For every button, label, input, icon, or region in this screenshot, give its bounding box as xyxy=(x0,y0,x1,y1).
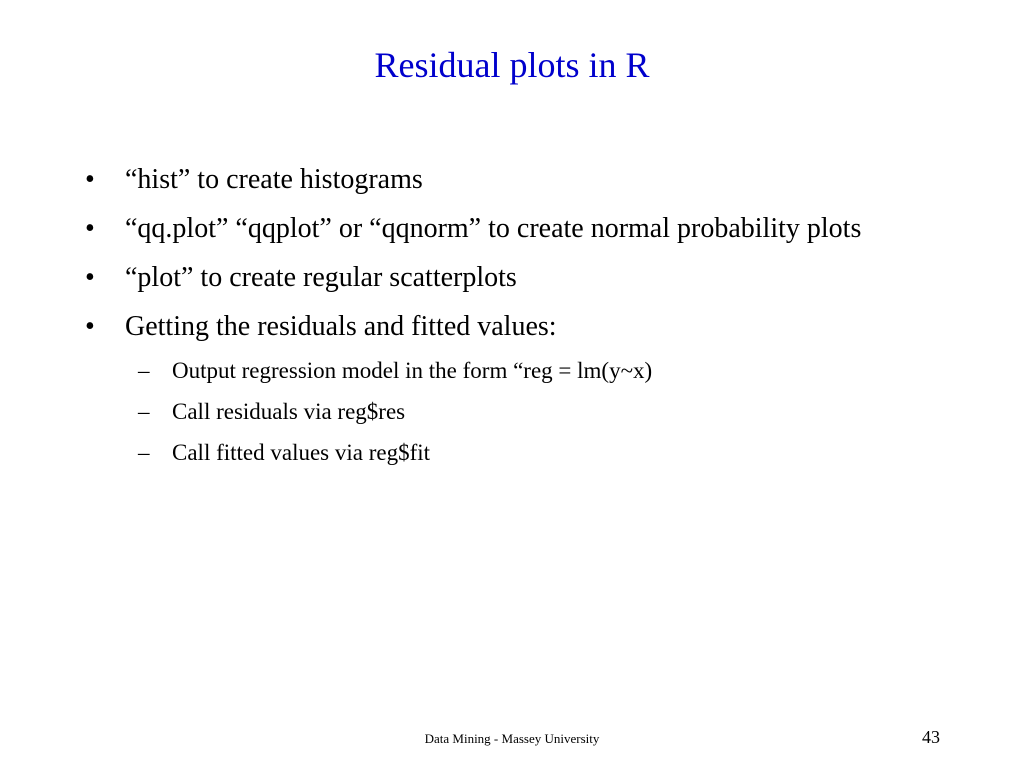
sub-bullet-item xyxy=(85,397,955,427)
bullet-list xyxy=(85,160,955,479)
slide-footer: Data Mining - Massey University xyxy=(424,731,600,746)
sub-bullet-marker: – xyxy=(138,440,150,465)
bullet-marker: • xyxy=(85,213,95,244)
sub-bullet-list xyxy=(85,356,955,468)
sub-bullet-text: Call residuals via reg$res xyxy=(172,399,406,424)
sub-bullet-marker: – xyxy=(138,399,150,424)
sub-bullet-item xyxy=(85,438,955,468)
page-number: 43 xyxy=(922,727,940,747)
bullet-text: “qq.plot” “qqplot” or “qqnorm” to create normal probability plots xyxy=(125,213,862,244)
bullet-text: Getting the residuals and fitted values: xyxy=(125,311,557,342)
bullet-marker: • xyxy=(85,262,95,293)
bullet-marker: • xyxy=(85,311,95,342)
bullet-text: “hist” to create histograms xyxy=(125,164,423,195)
sub-bullet-item xyxy=(85,356,955,386)
bullet-item xyxy=(85,307,955,347)
bullet-marker: • xyxy=(85,164,95,195)
bullet-item xyxy=(85,160,955,200)
sub-bullet-marker: – xyxy=(138,358,150,383)
sub-bullet-text: Call fitted values via reg$fit xyxy=(172,440,431,465)
bullet-item xyxy=(85,209,955,249)
slide-title: Residual plots in R xyxy=(374,45,650,85)
bullet-text: “plot” to create regular scatterplots xyxy=(125,262,517,293)
sub-bullet-text: Output regression model in the form “reg = lm(y~x) xyxy=(172,358,653,383)
bullet-item xyxy=(85,258,955,298)
